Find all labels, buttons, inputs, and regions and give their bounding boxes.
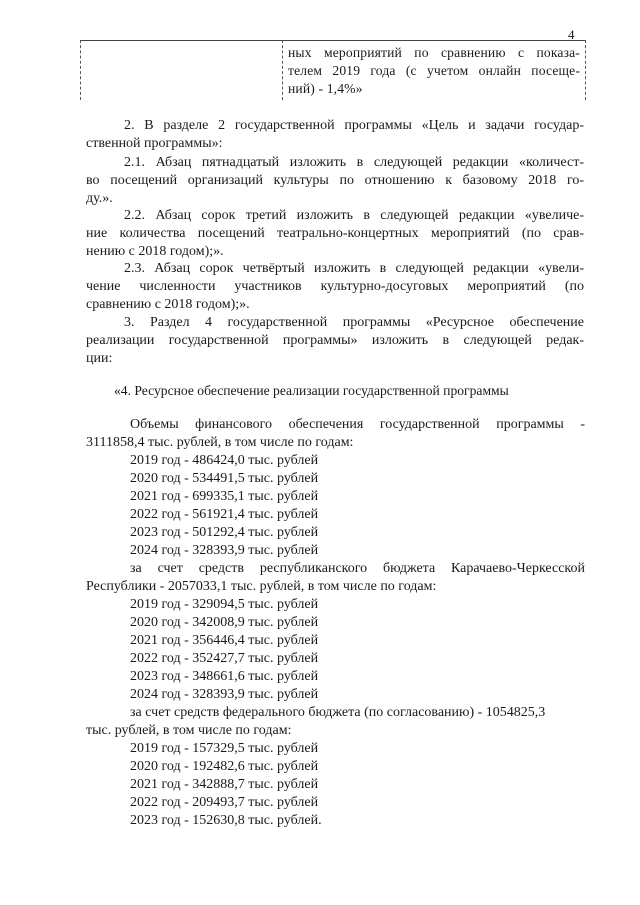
section3-line: реализации государственной программы» изложить в следующей редак- xyxy=(86,333,584,348)
republic-year-line: 2024 год - 328393,9 тыс. рублей xyxy=(130,687,319,702)
republic-funding-line: за счет средств республиканского бюджета Карачаево-Черкесской xyxy=(130,561,585,576)
item-2-2-line: 2.2. Абзац сорок третий изложить в следующей редакции «увеличе- xyxy=(124,208,584,223)
total-year-line: 2024 год - 328393,9 тыс. рублей xyxy=(130,543,319,558)
table-column-divider xyxy=(282,40,283,100)
republic-year-line: 2021 год - 356446,4 тыс. рублей xyxy=(130,633,319,648)
item-2-1-line: во посещений организаций культуры по отношению к базовому 2018 го- xyxy=(86,173,584,188)
section3-line: 3. Раздел 4 государственной программы «Ресурсное обеспечение xyxy=(124,315,584,330)
item-2-1-line: 2.1. Абзац пятнадцатый изложить в следующей редакции «количест- xyxy=(124,155,584,170)
page-number: 4 xyxy=(568,27,575,42)
federal-year-line: 2023 год - 152630,8 тыс. рублей. xyxy=(130,813,322,828)
total-funding-line: Объемы финансового обеспечения государственной программы - xyxy=(130,417,585,432)
federal-year-line: 2019 год - 157329,5 тыс. рублей xyxy=(130,741,319,756)
item-2-3-line: чение численности участников культурно-досуговых мероприятий (по xyxy=(86,279,584,294)
table-cell-line: ных мероприятий по сравнению с показа- xyxy=(288,45,580,60)
item-2-3-line: 2.3. Абзац сорок четвёртый изложить в следующей редакции «увели- xyxy=(124,261,584,276)
total-year-line: 2019 год - 486424,0 тыс. рублей xyxy=(130,453,319,468)
republic-year-line: 2020 год - 342008,9 тыс. рублей xyxy=(130,615,319,630)
table-left-border xyxy=(80,40,81,100)
item-2-2-line: ние количества посещений театрально-концертных мероприятий (по срав- xyxy=(86,226,584,241)
republic-funding-line: Республики - 2057033,1 тыс. рублей, в том числе по годам: xyxy=(86,579,437,594)
total-year-line: 2021 год - 699335,1 тыс. рублей xyxy=(130,489,319,504)
table-cell-line: ний) - 1,4%» xyxy=(288,81,363,96)
federal-year-line: 2020 год - 192482,6 тыс. рублей xyxy=(130,759,319,774)
republic-year-line: 2023 год - 348661,6 тыс. рублей xyxy=(130,669,319,684)
federal-year-line: 2022 год - 209493,7 тыс. рублей xyxy=(130,795,319,810)
federal-year-line: 2021 год - 342888,7 тыс. рублей xyxy=(130,777,319,792)
federal-funding-line: тыс. рублей, в том числе по годам: xyxy=(86,723,292,738)
table-top-border xyxy=(80,40,586,41)
section3-line: ции: xyxy=(86,351,113,366)
table-cell-line: телем 2019 года (с учетом онлайн посеще- xyxy=(288,63,580,78)
item-2-3-line: сравнению с 2018 годом);». xyxy=(86,297,250,312)
total-funding-line: 3111858,4 тыс. рублей, в том числе по годам: xyxy=(86,435,354,450)
republic-year-line: 2019 год - 329094,5 тыс. рублей xyxy=(130,597,319,612)
section4-title: «4. Ресурсное обеспечение реализации государственной программы xyxy=(114,383,509,398)
table-fragment xyxy=(80,40,586,100)
table-right-border xyxy=(585,40,586,100)
table-cell xyxy=(288,44,580,98)
section2-heading-line: 2. В разделе 2 государственной программы «Цель и задачи государ- xyxy=(124,118,584,133)
federal-funding-line: за счет средств федерального бюджета (по согласованию) - 1054825,3 xyxy=(130,705,546,720)
total-year-line: 2023 год - 501292,4 тыс. рублей xyxy=(130,525,319,540)
item-2-1-line: ду.». xyxy=(86,191,113,206)
item-2-2-line: нению с 2018 годом);». xyxy=(86,244,224,259)
republic-year-line: 2022 год - 352427,7 тыс. рублей xyxy=(130,651,319,666)
section2-heading-line: ственной программы»: xyxy=(86,136,223,151)
total-year-line: 2022 год - 561921,4 тыс. рублей xyxy=(130,507,319,522)
total-year-line: 2020 год - 534491,5 тыс. рублей xyxy=(130,471,319,486)
